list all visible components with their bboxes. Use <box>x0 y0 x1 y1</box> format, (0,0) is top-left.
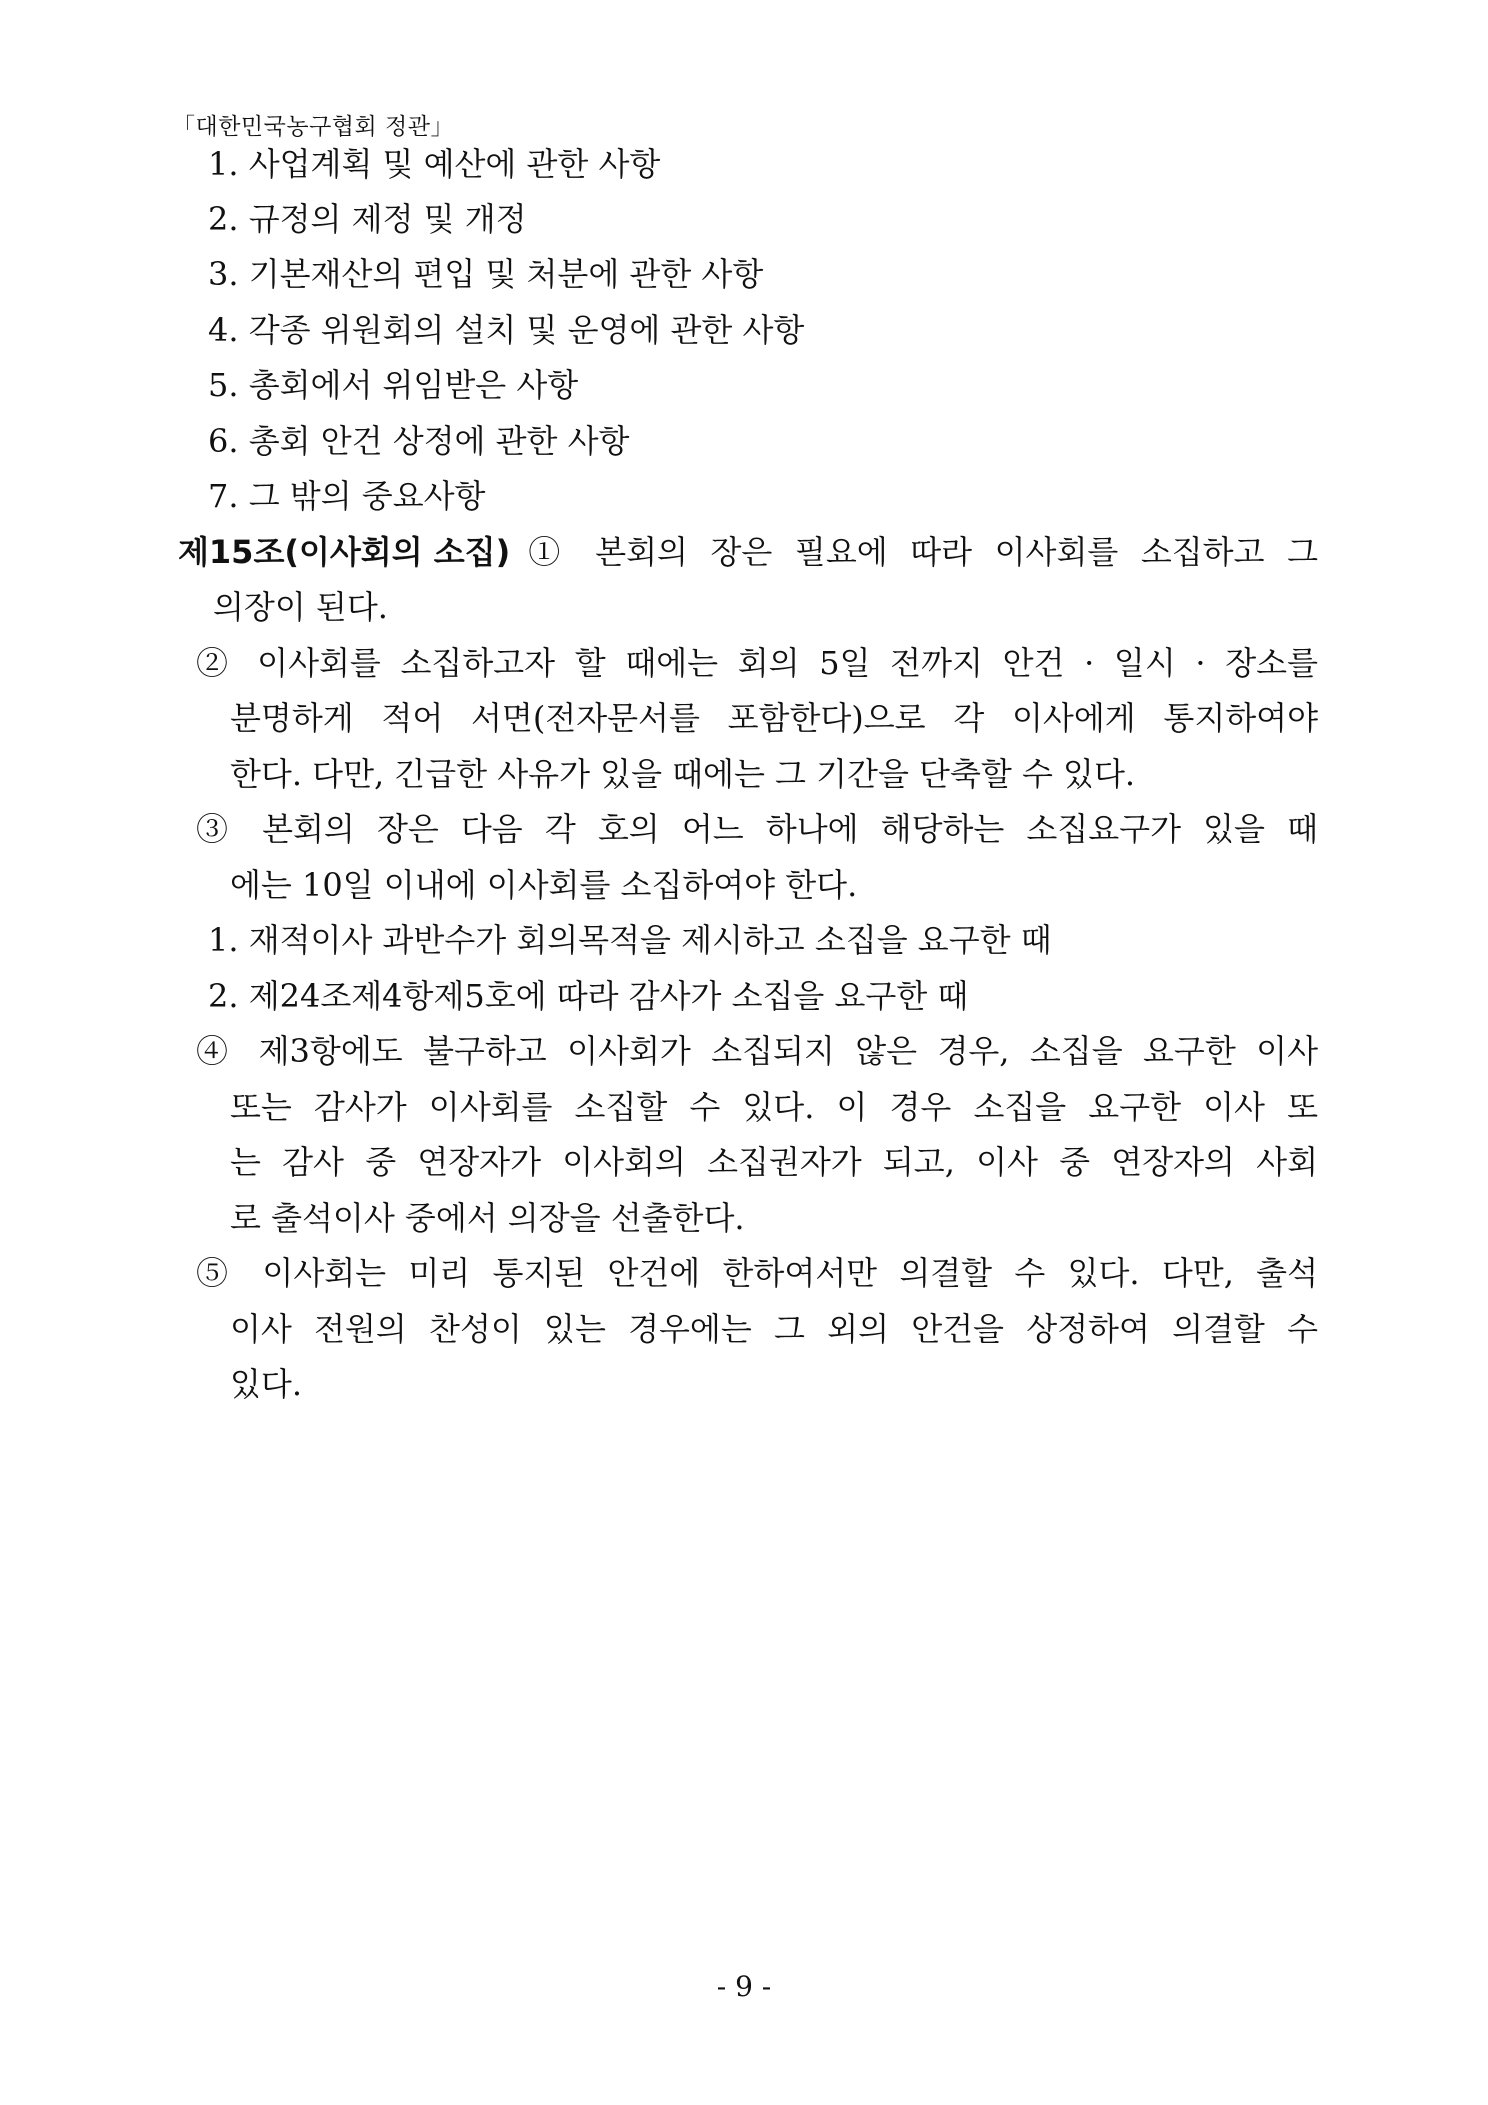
article-title: 제15조(이사회의 소집) <box>178 533 511 571</box>
list-item: 2. 제24조제4항제5호에 따라 감사가 소집을 요구한 때 <box>208 977 969 1015</box>
paragraph-line: 의장이 된다. <box>213 588 388 626</box>
paragraph-line: ⑤ 이사회는 미리 통지된 안건에 한하여서만 의결할 수 있다. 다만, 출석 <box>196 1254 1318 1292</box>
document-header: 「대한민국농구협회 정관」 <box>172 114 454 140</box>
paragraph-line: 로 출석이사 중에서 의장을 선출한다. <box>230 1199 745 1237</box>
paragraph-line: 있다. <box>230 1365 302 1403</box>
paragraph-line: 분명하게 적어 서면(전자문서를 포함한다)으로 각 이사에게 통지하여야 <box>230 699 1318 737</box>
paragraph-line: ③ 본회의 장은 다음 각 호의 어느 하나에 해당하는 소집요구가 있을 때 <box>196 810 1318 848</box>
paragraph-line: 이사 전원의 찬성이 있는 경우에는 그 외의 안건을 상정하여 의결할 수 <box>230 1310 1318 1348</box>
list-item: 1. 사업계획 및 예산에 관한 사항 <box>208 145 661 183</box>
list-item: 2. 규정의 제정 및 개정 <box>208 200 527 238</box>
paragraph-line: ② 이사회를 소집하고자 할 때에는 회의 5일 전까지 안건 · 일시 · 장소를 <box>196 644 1318 682</box>
article-15-first-line <box>178 532 1318 572</box>
paragraph-line: 한다. 다만, 긴급한 사유가 있을 때에는 그 기간을 단축할 수 있다. <box>230 755 1136 793</box>
paragraph-line: ① 본회의 장은 필요에 따라 이사회를 소집하고 그 <box>528 533 1318 571</box>
list-item: 7. 그 밖의 중요사항 <box>208 477 486 515</box>
list-item: 5. 총회에서 위임받은 사항 <box>208 366 579 404</box>
list-item: 6. 총회 안건 상정에 관한 사항 <box>208 422 630 460</box>
paragraph-line: ④ 제3항에도 불구하고 이사회가 소집되지 않은 경우, 소집을 요구한 이사 <box>196 1032 1318 1070</box>
list-item: 4. 각종 위원회의 설치 및 운영에 관한 사항 <box>208 311 805 349</box>
paragraph-line: 에는 10일 이내에 이사회를 소집하여야 한다. <box>230 866 858 904</box>
paragraph-line: 또는 감사가 이사회를 소집할 수 있다. 이 경우 소집을 요구한 이사 또 <box>230 1088 1318 1126</box>
list-item: 1. 재적이사 과반수가 회의목적을 제시하고 소집을 요구한 때 <box>208 921 1052 959</box>
page-number: - 9 - <box>716 1970 772 2003</box>
paragraph-line: 는 감사 중 연장자가 이사회의 소집권자가 되고, 이사 중 연장자의 사회 <box>230 1143 1318 1181</box>
list-item: 3. 기본재산의 편입 및 처분에 관한 사항 <box>208 255 764 293</box>
